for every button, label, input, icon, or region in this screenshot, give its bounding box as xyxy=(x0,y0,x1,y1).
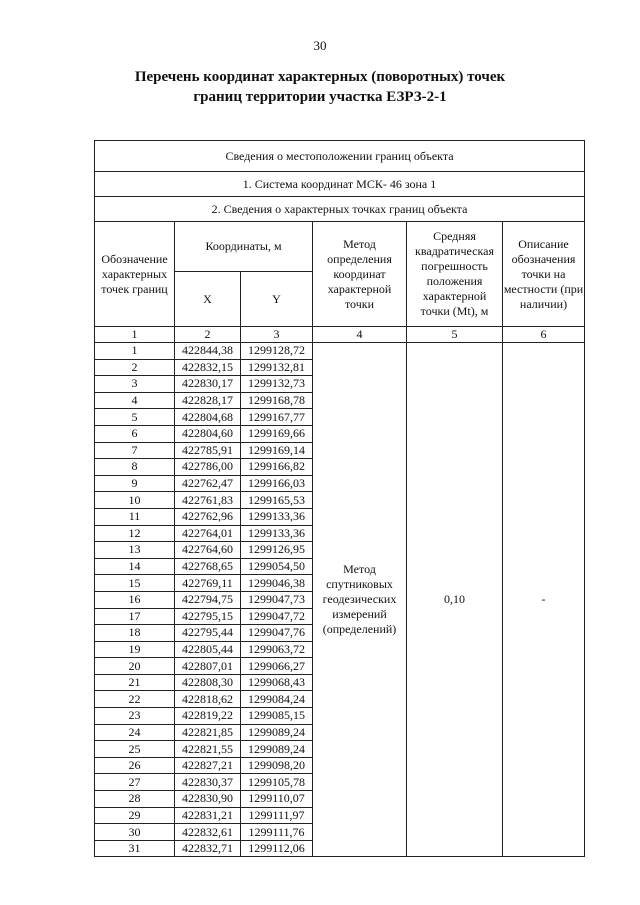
header-description: Описание обозначения точки на местности (при наличии) xyxy=(503,222,585,327)
coord-y: 1299085,15 xyxy=(241,708,313,725)
coord-x: 422830,17 xyxy=(175,376,241,393)
column-number: 2 xyxy=(175,327,241,343)
coord-y: 1299166,03 xyxy=(241,475,313,492)
point-number: 26 xyxy=(95,757,175,774)
coord-x: 422830,37 xyxy=(175,774,241,791)
coordinates-table xyxy=(94,140,585,857)
coord-x: 422805,44 xyxy=(175,641,241,658)
header-x: X xyxy=(175,272,241,327)
point-number: 4 xyxy=(95,392,175,409)
coord-y: 1299132,73 xyxy=(241,376,313,393)
coord-x: 422831,21 xyxy=(175,807,241,824)
coord-x: 422832,61 xyxy=(175,824,241,841)
coord-x: 422819,22 xyxy=(175,708,241,725)
coord-x: 422761,83 xyxy=(175,492,241,509)
point-number: 18 xyxy=(95,625,175,642)
coord-x: 422804,68 xyxy=(175,409,241,426)
coord-x: 422821,85 xyxy=(175,724,241,741)
coord-x: 422827,21 xyxy=(175,757,241,774)
header-y: Y xyxy=(241,272,313,327)
point-number: 7 xyxy=(95,442,175,459)
header-point-designation: Обозначение характерных точек границ xyxy=(95,222,175,327)
coord-y: 1299098,20 xyxy=(241,757,313,774)
coord-y: 1299089,24 xyxy=(241,741,313,758)
point-number: 2 xyxy=(95,359,175,376)
point-number: 16 xyxy=(95,591,175,608)
coord-y: 1299084,24 xyxy=(241,691,313,708)
column-number: 3 xyxy=(241,327,313,343)
section-coordinate-system: 1. Система координат МСК- 46 зона 1 xyxy=(95,172,585,197)
table-row xyxy=(95,343,585,360)
coord-x: 422768,65 xyxy=(175,558,241,575)
coord-y: 1299169,14 xyxy=(241,442,313,459)
coord-y: 1299047,76 xyxy=(241,625,313,642)
coord-x: 422818,62 xyxy=(175,691,241,708)
coord-x: 422804,60 xyxy=(175,425,241,442)
coord-x: 422794,75 xyxy=(175,591,241,608)
coord-x: 422764,01 xyxy=(175,525,241,542)
point-number: 17 xyxy=(95,608,175,625)
point-number: 28 xyxy=(95,791,175,808)
document-title xyxy=(0,67,640,107)
title-line-1: Перечень координат характерных (поворотных) точек xyxy=(134,69,506,85)
coord-x: 422807,01 xyxy=(175,658,241,675)
point-number: 11 xyxy=(95,508,175,525)
coord-y: 1299168,78 xyxy=(241,392,313,409)
coord-x: 422795,15 xyxy=(175,608,241,625)
point-number: 13 xyxy=(95,542,175,559)
coord-x: 422762,47 xyxy=(175,475,241,492)
point-number: 1 xyxy=(95,343,175,360)
column-number: 4 xyxy=(313,327,407,343)
header-coordinates: Координаты, м xyxy=(175,222,313,272)
column-number: 1 xyxy=(95,327,175,343)
coord-x: 422832,71 xyxy=(175,840,241,857)
coord-y: 1299126,95 xyxy=(241,542,313,559)
coord-y: 1299169,66 xyxy=(241,425,313,442)
coord-y: 1299054,50 xyxy=(241,558,313,575)
page-number: 30 xyxy=(313,38,327,53)
coord-y: 1299112,06 xyxy=(241,840,313,857)
point-number: 14 xyxy=(95,558,175,575)
coordinates-table-body xyxy=(95,141,585,857)
coord-y: 1299111,97 xyxy=(241,807,313,824)
coord-y: 1299165,53 xyxy=(241,492,313,509)
coord-y: 1299047,72 xyxy=(241,608,313,625)
point-number: 12 xyxy=(95,525,175,542)
point-number: 30 xyxy=(95,824,175,841)
coord-x: 422764,60 xyxy=(175,542,241,559)
column-number: 6 xyxy=(503,327,585,343)
coord-x: 422844,38 xyxy=(175,343,241,360)
coord-x: 422828,17 xyxy=(175,392,241,409)
coord-x: 422786,00 xyxy=(175,459,241,476)
title-line-2: границ территории участка ЕЗРЗ-2-1 xyxy=(193,89,447,105)
point-number: 19 xyxy=(95,641,175,658)
coord-y: 1299063,72 xyxy=(241,641,313,658)
coord-y: 1299089,24 xyxy=(241,724,313,741)
column-number: 5 xyxy=(407,327,503,343)
description-value: - xyxy=(503,343,585,857)
point-number: 25 xyxy=(95,741,175,758)
coord-x: 422821,55 xyxy=(175,741,241,758)
coord-x: 422762,96 xyxy=(175,508,241,525)
coord-y: 1299111,76 xyxy=(241,824,313,841)
coord-x: 422769,11 xyxy=(175,575,241,592)
point-number: 5 xyxy=(95,409,175,426)
point-number: 31 xyxy=(95,840,175,857)
point-number: 10 xyxy=(95,492,175,509)
coord-y: 1299066,27 xyxy=(241,658,313,675)
coord-y: 1299068,43 xyxy=(241,674,313,691)
coord-y: 1299132,81 xyxy=(241,359,313,376)
coord-y: 1299133,36 xyxy=(241,508,313,525)
point-number: 23 xyxy=(95,708,175,725)
section-location-header: Сведения о местоположении границ объекта xyxy=(95,141,585,172)
point-number: 8 xyxy=(95,459,175,476)
point-number: 27 xyxy=(95,774,175,791)
coord-x: 422795,44 xyxy=(175,625,241,642)
coord-y: 1299046,38 xyxy=(241,575,313,592)
point-number: 29 xyxy=(95,807,175,824)
header-method: Метод определения координат характерной точки xyxy=(313,222,407,327)
point-number: 3 xyxy=(95,376,175,393)
coord-x: 422830,90 xyxy=(175,791,241,808)
point-number: 20 xyxy=(95,658,175,675)
point-number: 9 xyxy=(95,475,175,492)
coord-y: 1299167,77 xyxy=(241,409,313,426)
coord-y: 1299128,72 xyxy=(241,343,313,360)
point-number: 6 xyxy=(95,425,175,442)
coord-x: 422832,15 xyxy=(175,359,241,376)
coord-x: 422808,30 xyxy=(175,674,241,691)
method-value: Метод спутниковых геодезических измерений (определений) xyxy=(313,343,407,857)
coord-y: 1299105,78 xyxy=(241,774,313,791)
point-number: 24 xyxy=(95,724,175,741)
coord-y: 1299047,73 xyxy=(241,591,313,608)
header-error: Средняя квадратическая погрешность положения характерной точки (Mt), м xyxy=(407,222,503,327)
error-value: 0,10 xyxy=(407,343,503,857)
point-number: 21 xyxy=(95,674,175,691)
section-characteristic-points: 2. Сведения о характерных точках границ объекта xyxy=(95,197,585,222)
point-number: 22 xyxy=(95,691,175,708)
coord-y: 1299110,07 xyxy=(241,791,313,808)
coord-x: 422785,91 xyxy=(175,442,241,459)
coord-y: 1299166,82 xyxy=(241,459,313,476)
coord-y: 1299133,36 xyxy=(241,525,313,542)
point-number: 15 xyxy=(95,575,175,592)
